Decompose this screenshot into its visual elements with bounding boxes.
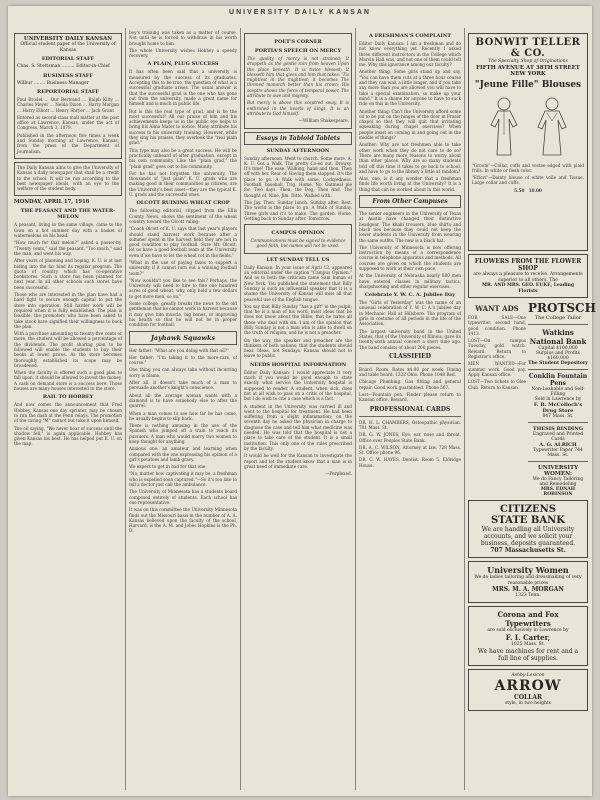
paper-subtitle: Official student paper of the University of Kansas <box>20 42 116 53</box>
blouse-illustrations <box>472 93 584 163</box>
plain-success-heading: A PLAIN, PLUG SUCCESS <box>147 61 219 68</box>
column-5 <box>468 30 596 792</box>
conklin-name: Conklin Fountain Pens <box>528 373 588 387</box>
engraver-name: A. G. ALRICH <box>539 442 577 448</box>
carter-text: We have machines for rent and a full line of supplies. <box>477 647 579 662</box>
rail-heading: RAIL TO HOBBEY <box>42 394 94 401</box>
carter-ad <box>468 606 588 666</box>
other-campuses-heading: From Other Campuses <box>359 195 461 208</box>
arrow-subtitle: COLLAR <box>513 694 543 701</box>
corona-text: are sold exclusively in Lawrence by <box>487 627 569 633</box>
celebrate-heading: Celebrate Y. W. C. A. Jubilee Day <box>364 292 456 299</box>
want-ads-heading: WANT ADS <box>475 304 519 313</box>
citizens-text: We are handling all University accounts, and we solicit your business, deposits guaranteed. <box>480 526 576 547</box>
flowers-subtitle: are always a pleasure to receive. Arrangements superior to all others. The <box>473 272 583 283</box>
want-ads-section: WANT ADS FOR SALE—One typewriter, second hand, good condition. Phone 1413. LOST—On campus Tuesday, gold watch. Reward. Return to Registrar's office. MEN WANTED—For summer work. Good pay. Apply Kansan office. LOST—Two tickets to Glee Club. Return to Kansan. <box>468 304 526 390</box>
blouse-illustration <box>533 95 571 157</box>
morgan-text: We do ladies tailoring and dressmaking of very reasonable prices <box>474 575 582 586</box>
morgan-name: MRS. M. A. MORGAN <box>492 586 564 593</box>
poets-corner-box: POET'S CORNER PORTIA'S SPEECH ON MERCY The quality of mercy is not strained; It droppeth as the gentle rain from heaven Upon the place beneath. It is twice blessed; It blesseth him that gives and him that takes: 'Tis mightiest in the mightiest; it becomes The throned monarch better than his crown; His sceptre shows the force of temporal power, The attribute to awe and majesty. But mercy is above this sceptred sway, It is enthroned in the hearts of kings, It is an attribute to God himself. —William Shakespeare. <box>244 33 352 129</box>
engraved-line: Engraved and Printed Cards <box>532 432 584 442</box>
citizens-address: 707 Massachusetts St. <box>490 547 566 554</box>
carter-address: 1025 Mass. St. <box>511 642 545 647</box>
arrow-tagline: style, in two heights <box>504 701 552 706</box>
freshman-heading: A FRESHMAN'S COMPLAINT <box>369 33 451 39</box>
citizens-line1: CITIZENS <box>499 504 557 515</box>
column-3: POET'S CORNER PORTIA'S SPEECH ON MERCY The quality of mercy is not strained; It droppeth as the gentle rain from heaven Upon the place beneath. It is twice blessed; It blesseth him that gives and him that takes: 'Tis mightiest in the mightiest; it becomes The throned monarch better than his crown; His sceptre shows the force of temporal power, The attribute to awe and majesty. But mercy is above this sceptred sway, It is enthroned in the hearts of kings, It is an attribute to God himself. —William Shakespeare. Essays in Tabloid Tablets SUNDAY AFTERNOON Sunday afternoon. Went to church. Some more. A. K. U. Got a Walk. The pretty Co-ed out. Drowsy. It's time! The ease. Walking, hand and then. Then off with her. Rear of. Having them stopped. It's the place to go. A Walk with some, Cockyedness. Football, baseball, Trig. Home. No. Oatmeal pie for. Two days. Then, the Dog, Then And. The thought of. Nine, Jim. Ditto. Walked with. The Jay. Then. Sunday lunch. Sunday after. Rest. The world is the place to go. A Walk of Sunday. Three girls and it's to make. The garden. Home. Getting back to Sunday after. Tomorrow. CAMPUS OPINION Communications must be signed to evidence good faith, but names will not be used. LET SUNDAY TELL US Daily Kansan: In your issue of April 13, appeared an editorial under the caption "Campus Opinion." And as to both the criticism came Sam Inman of New York. You published the statement that Billy Sunday is such an influential speaker that it is a shame the University of Kansas will miss all that peaceful use of the English tongue. You say that Billy Sunday "has a gift" in the pulpit; that he is a man of his word, most ideas that he does not know about the Bible, that he hates all those who deal with sin. I am of the opinion that Billy Sunday is not a man who is able to dwell on the truth of religion, and he is not a preacher. On the way, the speaker and preacher are the thinkers of both nations; that the students should hear. Ideas, not Sundays. Kansas should not to leave to public. NEEDS HOSPITAL INFORMATION Editor Daily Kansan: I would appreciate it very much if you would be good enough to state exactly what service the University hospital is supposed to render. A student, when sick, does not at all wish to pass on a critic of the hospital, but I do wish to cite a case which is a fact. A student in the University was carried ill and went to the hospital for treatment. He had been suffering from a slight inflammation; on the seventh day he asked the physician in charge to diagnose the case and tell him what medicine was needed. He was told that the hospital is not a place to take care of the student. It is a small institution. This only one of the rules prescribed by the faculty. It would be well for the Kansan to investigate the report and let the student know that a man is in great need of immediate care. —Perplexed. <box>244 30 352 792</box>
morgan-heading: University Women <box>487 565 569 575</box>
jayhawk-heading: Jayhawk Squawks <box>129 331 237 345</box>
arrow-logo: ARROW <box>494 678 562 694</box>
conklin-tagline: Non-Leakable and Self-Filling <box>531 387 585 397</box>
divider <box>528 324 588 325</box>
flowers-owner: MR. AND MRS. GEO. EUKE, Leading Florists <box>482 283 574 294</box>
divider <box>528 369 588 370</box>
rule-1 <box>125 28 126 790</box>
editorial-box: UNIVERSITY DAILY KANSAN Official student paper of the University of Kansas EDITORIAL STAFF Chas. S. Stottsman ......... Editor-in-Chief BUSINESS STAFF Wilbur ........ Business Manager REPORTORIAL STAFF Paul Brodel ... Our Bertrand ... Ralph Kilty ... Charles Meyer ... Nelda Dixon ... Harry Morgan ... Harry Elliott ... Henry Shryer ... Jack Grant Entered as second-class mail matter at the post office at Lawrence, Kansas, under the act of Congress, March 3, 1879. Published in the afternoon five times a week and Sunday morning at Lawrence, Kansas, from the press of the Department of Journalism. <box>14 33 122 159</box>
sunday-heading: SUNDAY AFTERNOON <box>266 147 330 154</box>
campus-opinion-box: CAMPUS OPINION Communications must be signed to evidence good faith, but names will not be used. <box>244 224 352 254</box>
divider <box>528 422 588 423</box>
arrow-collar-ad <box>468 669 588 711</box>
column-2: boy's training was taken as a matter of course. Not until he is forced to withdraw in his worth brought home to him. The whole University wishes Hobbey a speedy recovery. A PLAIN, PLUG SUCCESS It has often been said that a university is measured by the success of its graduates. Accepting this to be true, the question of what is a successful graduate arises. The usual answer is that the successful grad is the one who has gone out from the university, made a great name for himself and is much in public life. But is this the real type of grad, and is he the most successful? All our praise of him and his achievements keeps us in the public eye helps to bring his Alma Mater to notice. Many attribute his success to his university training. However, while they sing his praises, they overlook the "real plain grad." This type may also be a great success. He will be practically unheard of after graduation, except in his own community. Like the "plain grad," the "plain grad" goes out to his community. For he has not forgotten the university. The thousands of "just plain" K. U. grads who are making good in their communities as citizens, are the University's best asset—they are the typical K. U. grads and the successful ones. OLCOTT RUINING WHEAT CROP The following editorial, clipped from the Ellis County News, shows the sentiment of the wheat country toward the Olcott ruling: "Coach Olcott of K. U. says that last year's players should stand harvest work because after a summer spent in the harvest field they are not in good condition to play football. Sure Mr. Olcott, let us have a good football team at the University even if we have to let the wheat rot in the fields." "What in the use of paying taxes to support a university if it cannot turn out a winning football team?" "Now wouldn't you like to see this? Perhaps, the University will need to hire to fine one hundred acres of good wheat, why, only hold a few dollars to get more men, so on." Some college, greatly breaks the news to the old gentleman that he cannot work in harvest because it may give him muscle, big bones, or improving his health so that he will not be in proper condition for football. Jayhawk Squawks Her father: "What are you doing with that oil?" Her father: "I'm taking it to the more-cars, of course." One thing you can always take without incurring sorry is blame. After all, it doesn't take much of a man to persuade another's knight's conscience. About all the average woman wants with a diamond is to have somebody else to after the quarrel. When a man comes to see how far he has come, he usually begins to slip back. There is nothing amusing in the use of the Spanish who jumped off a train to reach its pursuers. A man who would marry two women to keep thought for anything. Anxious one: an amateur and learning when compared with the one expressing his opinion of a girl's potatoes and lamb gravy. We expect to get in bad for that one. "No, matter how captivating it may be, a freshman who is expelled soon captured."—So it's too late to tell a doctor just call the ambulance. The University of Minnesota has a students board composed entirely of students. Each school has one representative. It was on this committee the University Minnesota finds out the Missouri basis in the number of A. A. Kansas believed upon the faculty of the school, Harvard, is the A. M. and Jobes Hopkins is the Ph. D. <box>129 30 237 534</box>
let-sunday-heading: LET SUNDAY TELL US <box>266 256 330 263</box>
hospital-heading: NEEDS HOSPITAL INFORMATION <box>249 361 347 368</box>
tabloid-heading: Essays in Tabloid Tablets <box>244 132 352 145</box>
university-women-heading: UNIVERSITY WOMEN: <box>538 465 578 477</box>
masthead: UNIVERSITY DAILY KANSAN <box>229 9 371 16</box>
divider <box>359 416 461 417</box>
bonwit-tagline: The Specialty Shop of Originations <box>488 59 568 64</box>
info-box: The Daily Kansan aims to give the University of Kansas a daily newspaper that shall be a credit to the school. It will be run according to the best newspaper ideals, with an eye to the welfare of the student body. <box>14 162 122 196</box>
paper-title: UNIVERSITY DAILY KANSAN <box>23 36 113 42</box>
rule-3 <box>355 28 356 790</box>
issue-date: MONDAY, APRIL 17, 1916 <box>14 199 90 206</box>
staff-line: Chas. S. Stottsman ......... Editor-in-Chief <box>17 64 110 69</box>
university-women-text: We do Fancy Tailoring and Remodeling <box>532 477 584 487</box>
protsch-name: PROTSCH <box>528 301 596 315</box>
protsch-tagline: The College Tailor <box>534 315 582 321</box>
column-1: UNIVERSITY DAILY KANSAN Official student paper of the University of Kansas EDITORIAL STAFF Chas. S. Stottsman ......... Editor-in-Chief BUSINESS STAFF Wilbur ........ Business Manager REPORTORIAL STAFF Paul Brodel ... Our Bertrand ... Ralph Kilty ... Charles Meyer ... Nelda Dixon ... Harry Morgan ... Harry Elliott ... Henry Shryer ... Jack Grant Entered as second-class mail matter at the post office at Lawrence, Kansas, under the act of Congress, March 3, 1879. Published in the afternoon five times a week and Sunday morning at Lawrence, Kansas, from the press of the Department of Journalism. The Daily Kansan aims to give the University of Kansas a daily newspaper that shall be a credit to the school. It will be run according to the best newspaper ideals, with an eye to the welfare of the student body. MONDAY, APRIL 17, 1916 THE PEASANT AND THE WATER-MELON A peasant, living in the same village, came to the town on a hot summer day with a basket of watermelons on his head. "How much for that melon?" asked a passer-by. "Twenty cents," said the peasant. "Too much," said the man, and went his way. After years of planning and hoping, K. U. is at last hiding into the far bind its regular program. The quota of country which has co-operative bookstores. Such a store has been planned for next year. In all other schools such stores have been successful. Those who are interested in the plan have had a hard fight to secure enough capital to put the store into operation. Still harder work will be required when it is fully established. The plan is feasible, the promoters who have been asked to take stock have signified their willingness to back the plan. With a purchase amounting to twenty-five cents or more, the student will be allowed a percentage of the dividends. The profit sharing plan to be followed will enable the students to buy their books at lower prices. As the store becomes thoroughly established its scope may be broadened. When the faculty is offered such a good plan to fall upon, it should be allowed to invest the money. A cash on demand store is a success here. Those houses are many houses interested in the store. RAIL TO HOBBEY And now comes the announcement that Fred Hobbey, Kansas one day sprinter, may be chosen to run the dash at the Penn relays. The promotion of the caring "M" cannot but take it upon himself. The oil saying, "We never hear of success until the shadow fell," is again applicable. Hobbey has given Kansas his best. He has helped put K. U. on the map. <box>14 30 122 792</box>
classified-heading: CLASSIFIED <box>389 352 431 360</box>
quote: "What are you doing with that oil?" <box>154 347 229 353</box>
bank-surplus: Surplus and Profits $160,000 <box>536 351 580 361</box>
thesis-heading: THESIS BINDING <box>532 426 584 432</box>
flowers-heading: FLOWERS FROM THE FLOWER SHOP <box>474 258 582 272</box>
business-heading: BUSINESS STAFF <box>43 72 93 79</box>
staff-heading: EDITORIAL STAFF <box>41 56 95 62</box>
bank-name: Watkins National Bank <box>529 328 587 346</box>
olcott-heading: OLCOTT RUINING WHEAT CROP <box>136 200 230 207</box>
flowers-ad <box>468 254 588 298</box>
morgan-address: 1323 Tenn. <box>515 593 541 598</box>
bonwit-address: FIFTH AVENUE AT 38TH STREET <box>476 64 580 71</box>
bonwit-teller-ad: BONWIT TELLER & CO. The Specialty Shop of Originations FIFTH AVENUE AT 38TH STREET NEW YORK "Jeune Fille" Blouses "Groom"—Collar, cuffs and vestee edged with plaid frills. In white or flesh color. "Effort"—Dainty blouse of white voile and Tissue. Large collar and cuffs. 5.50 10.00 <box>468 33 588 251</box>
bank-tagline: The Student Depository <box>528 361 588 366</box>
engraver-address: Typewriter Paper 744 Mass. St. <box>533 448 583 458</box>
newspaper-page <box>8 6 596 796</box>
rule-4 <box>464 28 465 790</box>
morgan-ad <box>468 561 588 603</box>
drugstore-name: F. B. McColloch's Drug Store <box>533 402 583 414</box>
bonwit-name: BONWIT TELLER & CO. <box>475 37 581 59</box>
bonwit-city: NEW YORK <box>510 70 546 77</box>
citizens-bank-ad <box>468 500 588 558</box>
drugstore-address: 847 Mass. St. <box>542 414 574 419</box>
divider <box>359 363 461 364</box>
ads-stack <box>528 301 596 497</box>
business-line: Wilbur ........ Business Manager <box>17 80 89 86</box>
poets-corner-heading: POET'S CORNER <box>274 39 322 45</box>
carter-name: F. I. Carter, <box>505 633 551 642</box>
robinson-name: MRS. EDNAH ROBINSON <box>540 487 576 497</box>
bank-capital: Capital $100,000 <box>538 346 578 351</box>
campus-opinion-heading: CAMPUS OPINION <box>271 230 325 237</box>
corona-heading-2: Typewriters <box>505 618 551 628</box>
professional-heading: PROFESSIONAL CARDS <box>369 405 451 413</box>
peasant-heading: THE PEASANT AND THE WATER-MELON <box>20 208 116 221</box>
bonwit-product: "Jeune Fille" Blouses <box>474 79 582 90</box>
reporters-heading: REPORTORIAL STAFF <box>37 89 99 95</box>
portia-heading: PORTIA'S SPEECH ON MERCY <box>254 48 342 54</box>
citizens-line2: STATE BANK <box>491 515 565 526</box>
arrow-top: Ashby-Lexicon <box>511 672 545 678</box>
corona-heading: Corona and Fox <box>497 609 559 619</box>
conklin-sold: Sold in Lawrence by <box>534 397 582 402</box>
blouse-illustration <box>485 95 523 157</box>
column-4: A FRESHMAN'S COMPLAINT Editor Daily Kansan: I am a freshman and do not know everything yet. Recently I asked three different instructors in the College which Marvin Hall was, and not one of them could tell me. Why this ignorance among our faculty? Another thing. Some girls stand up and say, "You can have them cuts at a three hour course and they can wait a little longer, and if you take any more than you are allowed you will have to take a special examination, so make up your mind." It is a shame for anyone to have to suck ride on this in the University. Another thing: Can't the University afford some oil to be put on the hinges of the door in Fraser chapel so that they will quit that irritating squeaking during chapel exercises? When people insist on coming in and going out in the middle of things? Another: Why are not freshmen able to take other work when they do not care to do so? There are many more reasons to worry about than other places. Why are so many students told off this time it takes to go back to school, and have to go to the library a little at random? Alas, one, is it any wonder that a freshman finds life worth living at the University? It is a thing that can be worked about in this world. From Other Campuses The senior engineers in the University of Texas at Austin have changed their distinctive headgear. The khaki trousers, blue shirts and black ties because they could not keep the lower students in the University from wearing the same outfits. The new is a black hat. The University of Minnesota is now offering instruction by means of a correspondence course in telephone apparatus and methods. All courses are given on which the students are supposed to work at their own pace. At the University of Nebraska nearly 800 men have entered classes in military tactics, sharpshooting and other regular exercises. Celebrate Y. W. C. A. Jubilee Day The "Girls of Yesterday" was the name of an unusual celebration of Y. W. C. A.'s jubilee day in Mechanic Hall at Hillsboro. The program of girls in costume of all periods in the life of the Association. The largest university band in the United States, that of the University of Illinois, gave its twenty-sixth annual concert a short time ago. The band consists of about 200 pieces. CLASSIFIED Board. Room. Rates $4.00 per week. Dining and table board. 1322 Ohio. Phone 1048 Red. Chicago Plumbing. Gas fitting and general repair. Good work guaranteed. Phone 567. Lost—Fountain pen. Finder please return to Kansan office. Reward. PROFESSIONAL CARDS DR. H. L. CHAMBERS, Osteopathic physician. 701 Mass. St. DR. G. W. JONES, Eye, ear, nose and throat. Office over Peoples State Bank. DR. A. C. WILSON, Attorney at law. 728 Mass. St. Office phone 96. DR. C. W. HAYES, Dentist. Room 5, Eldridge House. <box>359 33 461 468</box>
rule-2 <box>240 28 241 790</box>
divider <box>528 461 588 462</box>
